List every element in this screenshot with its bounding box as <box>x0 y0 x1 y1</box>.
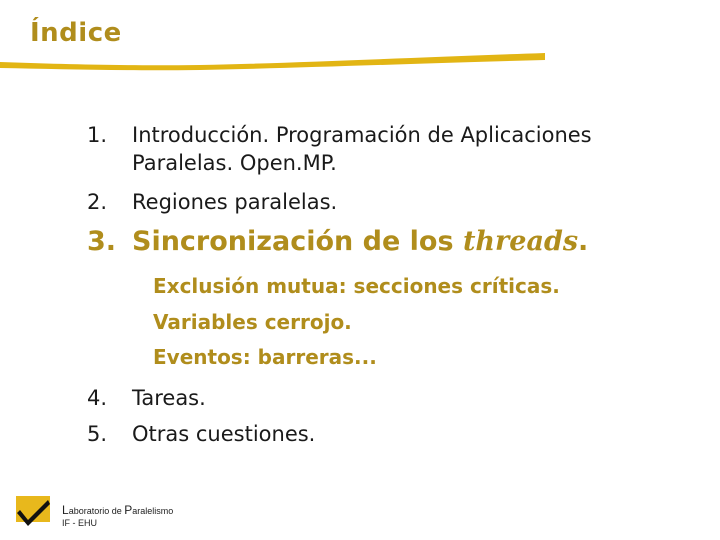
list-number: 5. <box>87 422 108 446</box>
list-text: Otras cuestiones. <box>132 422 316 446</box>
list-text: Tareas. <box>132 386 206 410</box>
slide-title: Índice <box>30 18 122 48</box>
subitem-1: Exclusión mutua: secciones críticas. <box>153 274 560 298</box>
list-text-highlighted: Sincronización de los threads. <box>132 226 589 257</box>
list-number: 3. <box>87 226 117 257</box>
list-number: 2. <box>87 190 108 214</box>
footer-institution: IF - EHU <box>62 518 97 528</box>
list-text: Paralelas. Open.MP. <box>132 151 337 175</box>
checkmark-logo-icon <box>14 494 52 528</box>
title-underline <box>0 48 548 78</box>
footer-lab-name: Laboratorio de Paralelismo <box>62 503 174 517</box>
list-number: 1. <box>87 123 108 147</box>
list-number: 4. <box>87 386 108 410</box>
subitem-3: Eventos: barreras... <box>153 345 377 369</box>
list-text: Regiones paralelas. <box>132 190 338 214</box>
subitem-2: Variables cerrojo. <box>153 310 352 334</box>
list-text: Introducción. Programación de Aplicaciones <box>132 123 592 147</box>
